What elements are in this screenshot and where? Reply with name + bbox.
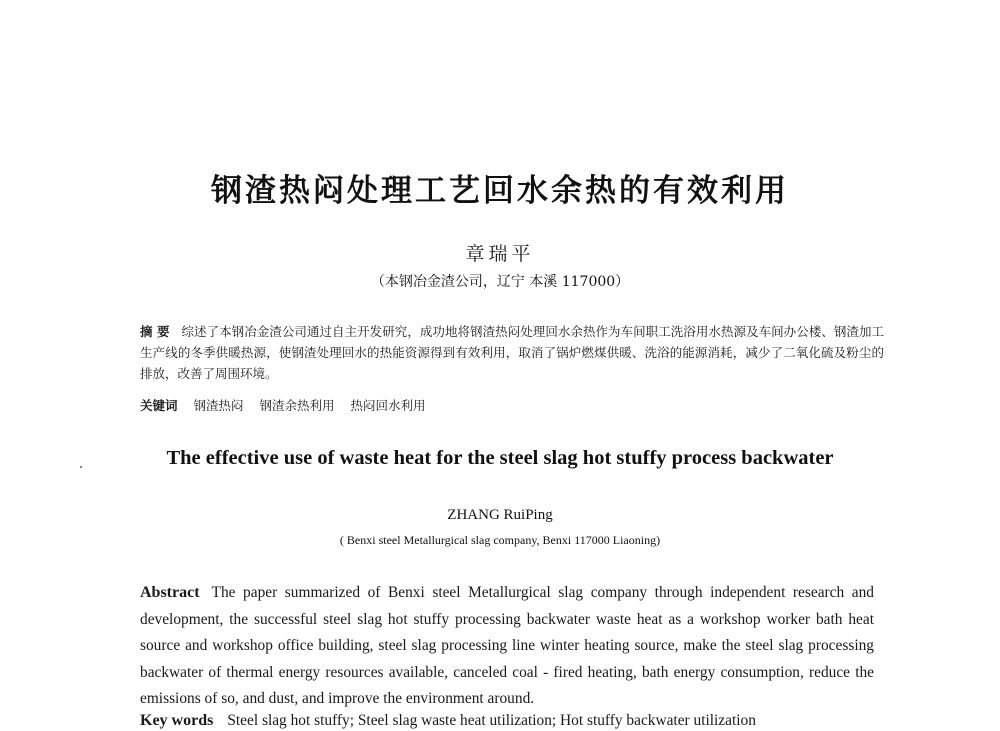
keywords-label-chinese: 关键词 [140,398,178,413]
abstract-text-chinese: 综述了本钢冶金渣公司通过自主开发研究，成功地将钢渣热闷处理回水余热作为车间职工洗浴用水热源及车间办公楼、钢渣加工生产线的冬季供暖热源，使钢渣处理回水的热能资源得到有效利用，取消了锅炉燃煤供暖、洗浴的能源消耗，减少了二氧化硫及粉尘的排放，改善了周围环境。 [140,324,884,381]
keywords-english [140,712,900,730]
page-title-chinese: 钢渣热闷处理工艺回水余热的有效利用 [211,173,789,209]
page-title-english: The effective use of waste heat for the steel slag hot stuffy process backwater [166,447,834,469]
affiliation-english: ( Benxi steel Metallurgical slag company, Benxi 117000 Liaoning) [339,533,661,547]
abstract-chinese [140,321,884,384]
keywords-label-english: Key words [140,712,214,729]
keyword-item: 热闷回水利用 [350,398,426,413]
keyword-item: 钢渣热闷 [193,398,244,413]
author-chinese: 章瑞平 [465,243,535,265]
abstract-label-english: Abstract [140,584,200,601]
keyword-item: 钢渣余热利用 [259,398,335,413]
affiliation-chinese: （本钢冶金渣公司，辽宁 本溪 117000） [370,274,630,290]
author-english: ZHANG RuiPing [447,507,553,523]
keywords-text-english: Steel slag hot stuffy; Steel slag waste heat utilization; Hot stuffy backwater utilization [227,712,756,729]
keywords-chinese [140,396,884,414]
abstract-text-english: The paper summarized of Benxi steel Metallurgical slag company through independent research and development, the successful steel slag hot stuffy processing backwater waste heat as a workshop worker bath heat source and workshop office building, steel slag processing line winter heating source, make the steel slag processing backwater of thermal energy resources available, canceled coal - fired heating, bath energy consumption, reduce the emissions of so, and dust, and improve the environment around. [140,584,874,708]
abstract-english [140,580,874,713]
abstract-label-chinese: 摘 要 [140,324,170,339]
